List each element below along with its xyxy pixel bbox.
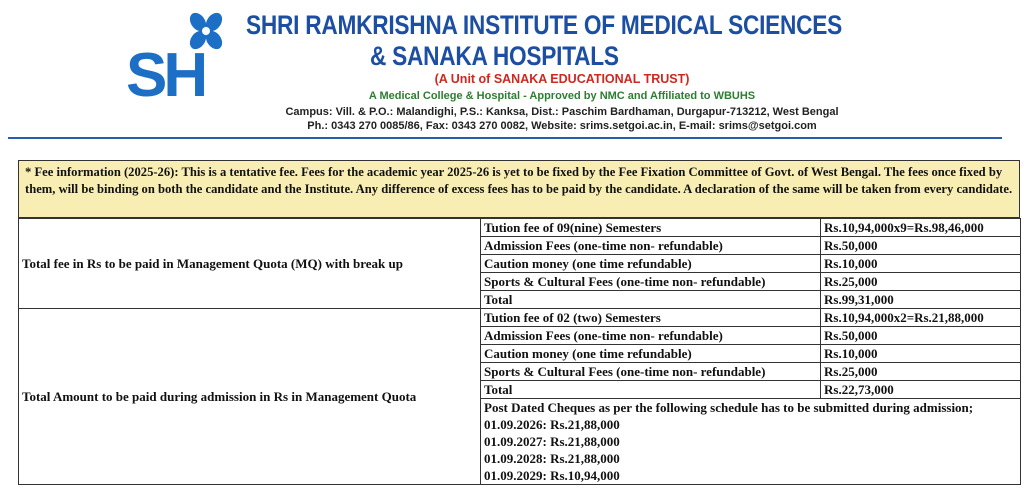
institute-title-line1: SHRI RAMKRISHNA INSTITUTE OF MEDICAL SCIENCES bbox=[246, 10, 843, 40]
pdc-entry: 01.09.2028: Rs.21,88,000 bbox=[484, 451, 620, 466]
logo-text: SH bbox=[126, 41, 205, 104]
fee-notice-box: * Fee information (2025-26): This is a tentative fee. Fees for the academic year 2025-26 is yet to be fixed by the Fee Fixation Committee of Govt. of West Bengal. The fees once fixed by them, will be binding on both the candidate and the Institute. Any difference of excess fees has to be paid by the candidate. A declaration of the same will be taken from every candidate. bbox=[18, 160, 1020, 218]
fee-amount: Rs.10,000 bbox=[821, 255, 1021, 273]
fee-total-label: Total bbox=[481, 381, 821, 399]
section1-label: Total fee in Rs to be paid in Management Quota (MQ) with break up bbox=[19, 219, 481, 309]
fee-amount: Rs.50,000 bbox=[821, 327, 1021, 345]
approval-text: A Medical College & Hospital - Approved by NMC and Affiliated to WBUHS bbox=[368, 90, 756, 102]
pdc-entry: 01.09.2026: Rs.21,88,000 bbox=[484, 417, 620, 432]
fee-total-amount: Rs.22,73,000 bbox=[821, 381, 1021, 399]
table-row bbox=[19, 309, 1021, 327]
pdc-entry: 01.09.2029: Rs.10,94,000 bbox=[484, 468, 620, 483]
fee-item: Caution money (one time refundable) bbox=[481, 255, 821, 273]
fee-item: Admission Fees (one-time non- refundable) bbox=[481, 237, 821, 255]
fee-amount: Rs.25,000 bbox=[821, 273, 1021, 291]
fee-total-amount: Rs.99,31,000 bbox=[821, 291, 1021, 309]
trust-unit-text: (A Unit of SANAKA EDUCATIONAL TRUST) bbox=[434, 72, 690, 86]
header-divider bbox=[8, 137, 1002, 139]
fee-item: Sports & Cultural Fees (one-time non- refundable) bbox=[481, 273, 821, 291]
pdc-intro: Post Dated Cheques as per the following schedule has to be submitted during admission; bbox=[484, 400, 974, 415]
fee-amount: Rs.10,94,000x9=Rs.98,46,000 bbox=[821, 219, 1021, 237]
campus-address: Campus: Vill. & P.O.: Malandighi, P.S.: Kanksa, Dist.: Paschim Bardhaman, Durgapur-713212, West Bengal bbox=[285, 106, 839, 118]
fee-item: Admission Fees (one-time non- refundable) bbox=[481, 327, 821, 345]
contact-line: Ph.: 0343 270 0085/86, Fax: 0343 270 0082, Website: srims.setgoi.ac.in, E-mail: srims@setgoi.com bbox=[307, 120, 817, 132]
institute-title-line2: & SANAKA HOSPITALS bbox=[370, 41, 619, 71]
fee-total-label: Total bbox=[481, 291, 821, 309]
fee-item: Tution fee of 09(nine) Semesters bbox=[481, 219, 821, 237]
pdc-entry: 01.09.2027: Rs.21,88,000 bbox=[484, 434, 620, 449]
fee-table bbox=[18, 218, 1021, 485]
fee-item: Sports & Cultural Fees (one-time non- refundable) bbox=[481, 363, 821, 381]
fee-item: Tution fee of 02 (two) Semesters bbox=[481, 309, 821, 327]
fee-amount: Rs.50,000 bbox=[821, 237, 1021, 255]
fee-amount: Rs.10,94,000x2=Rs.21,88,000 bbox=[821, 309, 1021, 327]
table-row bbox=[19, 219, 1021, 237]
fee-amount: Rs.25,000 bbox=[821, 363, 1021, 381]
pdc-schedule-cell bbox=[481, 399, 1021, 485]
section2-label: Total Amount to be paid during admission in Rs in Management Quota bbox=[19, 309, 481, 485]
fee-amount: Rs.10,000 bbox=[821, 345, 1021, 363]
fee-item: Caution money (one time refundable) bbox=[481, 345, 821, 363]
